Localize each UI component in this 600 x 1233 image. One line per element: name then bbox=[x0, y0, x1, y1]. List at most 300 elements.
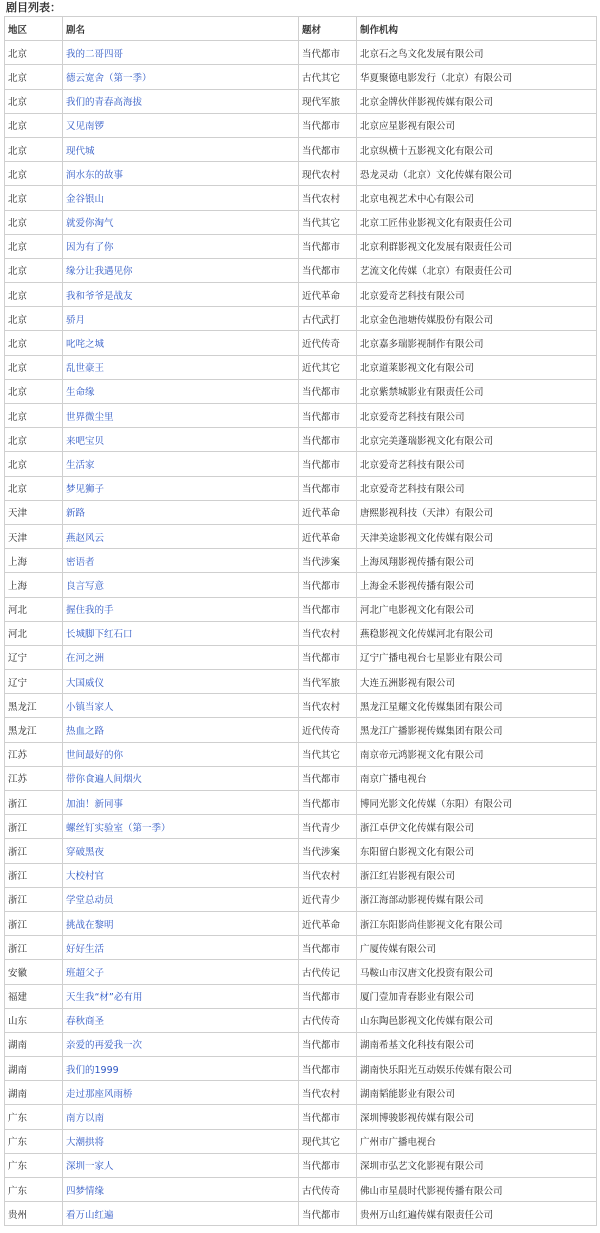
cell-title bbox=[63, 887, 299, 911]
cell-title bbox=[63, 984, 299, 1008]
cell-org: 上海金禾影视传播有限公司 bbox=[357, 573, 597, 597]
cell-title bbox=[63, 65, 299, 89]
cell-title bbox=[63, 645, 299, 669]
cell-region: 黑龙江 bbox=[5, 718, 63, 742]
cell-region: 湖南 bbox=[5, 1057, 63, 1081]
cell-genre: 近代传奇 bbox=[299, 718, 357, 742]
cell-org: 北京嘉多瑞影视制作有限公司 bbox=[357, 331, 597, 355]
table-row bbox=[5, 887, 597, 911]
drama-title-link[interactable]: 骄月 bbox=[66, 314, 86, 326]
cell-title bbox=[63, 839, 299, 863]
cell-org: 北京金牌伙伴影视传媒有限公司 bbox=[357, 89, 597, 113]
cell-genre: 古代其它 bbox=[299, 65, 357, 89]
cell-org: 大连五洲影视有限公司 bbox=[357, 670, 597, 694]
table-row bbox=[5, 1178, 597, 1202]
table-row bbox=[5, 428, 597, 452]
cell-region: 北京 bbox=[5, 65, 63, 89]
cell-org: 北京应星影视有限公司 bbox=[357, 113, 597, 137]
cell-title bbox=[63, 694, 299, 718]
cell-title bbox=[63, 210, 299, 234]
cell-title bbox=[63, 960, 299, 984]
drama-title-link[interactable]: 我们的1999 bbox=[66, 1064, 119, 1076]
drama-title-link[interactable]: 我和爷爷是战友 bbox=[66, 290, 133, 302]
cell-genre: 当代都市 bbox=[299, 41, 357, 65]
cell-region: 北京 bbox=[5, 404, 63, 428]
cell-region: 北京 bbox=[5, 307, 63, 331]
cell-genre: 当代都市 bbox=[299, 1105, 357, 1129]
drama-title-link[interactable]: 我们的青春高海拔 bbox=[66, 97, 143, 109]
cell-region: 北京 bbox=[5, 162, 63, 186]
drama-title-link[interactable]: 大国威仪 bbox=[66, 677, 105, 689]
drama-title-link[interactable]: 我的二哥四哥 bbox=[66, 48, 124, 60]
cell-region: 广东 bbox=[5, 1178, 63, 1202]
cell-title bbox=[63, 113, 299, 137]
cell-org: 博同光影文化传媒（东阳）有限公司 bbox=[357, 791, 597, 815]
cell-title bbox=[63, 283, 299, 307]
drama-title-link[interactable]: 大校村官 bbox=[66, 871, 105, 883]
cell-region: 北京 bbox=[5, 355, 63, 379]
cell-genre: 当代其它 bbox=[299, 742, 357, 766]
cell-title bbox=[63, 791, 299, 815]
cell-org: 浙江卓伊文化传媒有限公司 bbox=[357, 815, 597, 839]
table-row bbox=[5, 960, 597, 984]
cell-title bbox=[63, 379, 299, 403]
cell-org: 北京紫禁城影业有限责任公司 bbox=[357, 379, 597, 403]
cell-genre: 当代都市 bbox=[299, 1032, 357, 1056]
cell-genre: 当代都市 bbox=[299, 476, 357, 500]
cell-org: 北京金色池塘传媒股份有限公司 bbox=[357, 307, 597, 331]
cell-org: 浙江红岩影视有限公司 bbox=[357, 863, 597, 887]
table-row bbox=[5, 258, 597, 282]
cell-genre: 现代军旅 bbox=[299, 89, 357, 113]
cell-org: 湖南希基文化科技有限公司 bbox=[357, 1032, 597, 1056]
cell-org: 北京利群影视文化发展有限责任公司 bbox=[357, 234, 597, 258]
cell-region: 福建 bbox=[5, 984, 63, 1008]
cell-region: 北京 bbox=[5, 113, 63, 137]
cell-title bbox=[63, 162, 299, 186]
cell-genre: 近代革命 bbox=[299, 911, 357, 935]
cell-region: 安徽 bbox=[5, 960, 63, 984]
table-row bbox=[5, 718, 597, 742]
cell-org: 湖南韬能影业有限公司 bbox=[357, 1081, 597, 1105]
cell-org: 深圳市弘艺文化影视有限公司 bbox=[357, 1153, 597, 1177]
cell-genre: 近代其它 bbox=[299, 355, 357, 379]
cell-title bbox=[63, 1008, 299, 1032]
cell-title bbox=[63, 89, 299, 113]
drama-title-link[interactable]: 穿破黑夜 bbox=[66, 846, 105, 858]
cell-genre: 当代都市 bbox=[299, 234, 357, 258]
cell-org: 佛山市星晨时代影视传播有限公司 bbox=[357, 1178, 597, 1202]
cell-title bbox=[63, 186, 299, 210]
table-row bbox=[5, 936, 597, 960]
cell-genre: 当代都市 bbox=[299, 258, 357, 282]
cell-region: 黑龙江 bbox=[5, 694, 63, 718]
drama-title-link[interactable]: 世间最好的你 bbox=[66, 750, 124, 762]
cell-genre: 当代农村 bbox=[299, 1081, 357, 1105]
table-row bbox=[5, 815, 597, 839]
cell-genre: 当代农村 bbox=[299, 863, 357, 887]
cell-genre: 近代革命 bbox=[299, 500, 357, 524]
cell-title bbox=[63, 500, 299, 524]
cell-region: 广东 bbox=[5, 1153, 63, 1177]
drama-title-link[interactable]: 密语者 bbox=[66, 556, 95, 568]
cell-genre: 当代都市 bbox=[299, 137, 357, 161]
cell-region: 山东 bbox=[5, 1008, 63, 1032]
cell-genre: 当代都市 bbox=[299, 597, 357, 621]
table-row bbox=[5, 283, 597, 307]
cell-title bbox=[63, 428, 299, 452]
cell-genre: 当代都市 bbox=[299, 404, 357, 428]
cell-title bbox=[63, 41, 299, 65]
cell-region: 浙江 bbox=[5, 887, 63, 911]
cell-region: 上海 bbox=[5, 573, 63, 597]
cell-org: 浙江海部动影视传媒有限公司 bbox=[357, 887, 597, 911]
cell-genre: 当代青少 bbox=[299, 815, 357, 839]
cell-title bbox=[63, 355, 299, 379]
cell-genre: 当代都市 bbox=[299, 645, 357, 669]
cell-title bbox=[63, 573, 299, 597]
cell-region: 贵州 bbox=[5, 1202, 63, 1226]
cell-genre: 当代涉案 bbox=[299, 549, 357, 573]
table-row bbox=[5, 500, 597, 524]
table-row bbox=[5, 694, 597, 718]
drama-title-link[interactable]: 又见南锣 bbox=[66, 121, 105, 133]
cell-region: 北京 bbox=[5, 186, 63, 210]
cell-region: 天津 bbox=[5, 524, 63, 548]
table-row bbox=[5, 89, 597, 113]
drama-title-link[interactable]: 螺丝钉实验室（第一季） bbox=[66, 822, 171, 834]
table-row bbox=[5, 1105, 597, 1129]
cell-region: 江苏 bbox=[5, 766, 63, 790]
cell-org: 贵州万山红遍传媒有限责任公司 bbox=[357, 1202, 597, 1226]
table-row bbox=[5, 113, 597, 137]
drama-title-link[interactable]: 走过那座风雨桥 bbox=[66, 1088, 133, 1100]
cell-org: 北京爱奇艺科技有限公司 bbox=[357, 452, 597, 476]
cell-title bbox=[63, 1153, 299, 1177]
table-row bbox=[5, 524, 597, 548]
cell-region: 北京 bbox=[5, 258, 63, 282]
table-row bbox=[5, 1202, 597, 1226]
cell-title bbox=[63, 524, 299, 548]
drama-title-link[interactable]: 四梦情缘 bbox=[66, 1185, 105, 1197]
cell-title bbox=[63, 670, 299, 694]
drama-title-link[interactable]: 深圳一家人 bbox=[66, 1161, 114, 1173]
cell-title bbox=[63, 766, 299, 790]
table-row bbox=[5, 621, 597, 645]
drama-title-link[interactable]: 握住我的手 bbox=[66, 605, 114, 617]
cell-genre: 当代都市 bbox=[299, 1057, 357, 1081]
cell-region: 北京 bbox=[5, 210, 63, 234]
table-row bbox=[5, 742, 597, 766]
cell-org: 广州市广播电视台 bbox=[357, 1129, 597, 1153]
cell-region: 北京 bbox=[5, 331, 63, 355]
cell-region: 湖南 bbox=[5, 1081, 63, 1105]
cell-genre: 近代青少 bbox=[299, 887, 357, 911]
table-row bbox=[5, 307, 597, 331]
table-row bbox=[5, 791, 597, 815]
table-row bbox=[5, 65, 597, 89]
drama-title-link[interactable]: 良言写意 bbox=[66, 580, 105, 592]
table-body bbox=[5, 41, 597, 1226]
cell-org: 北京爱奇艺科技有限公司 bbox=[357, 476, 597, 500]
cell-genre: 当代其它 bbox=[299, 210, 357, 234]
page-title: 剧目列表： bbox=[6, 1, 61, 14]
cell-org: 北京道莱影视文化有限公司 bbox=[357, 355, 597, 379]
cell-region: 上海 bbox=[5, 549, 63, 573]
cell-title bbox=[63, 621, 299, 645]
cell-org: 唐熙影视科技（天津）有限公司 bbox=[357, 500, 597, 524]
cell-org: 厦门壹加青春影业有限公司 bbox=[357, 984, 597, 1008]
cell-genre: 近代传奇 bbox=[299, 331, 357, 355]
cell-region: 浙江 bbox=[5, 839, 63, 863]
cell-region: 北京 bbox=[5, 234, 63, 258]
table-row bbox=[5, 984, 597, 1008]
cell-org: 山东陶邑影视文化传媒有限公司 bbox=[357, 1008, 597, 1032]
table-row bbox=[5, 331, 597, 355]
table-row bbox=[5, 670, 597, 694]
cell-org: 东阳留白影视文化有限公司 bbox=[357, 839, 597, 863]
drama-title-link[interactable]: 生活家 bbox=[66, 459, 95, 471]
drama-title-link[interactable]: 看万山红遍 bbox=[66, 1209, 114, 1221]
table-row bbox=[5, 210, 597, 234]
cell-title bbox=[63, 718, 299, 742]
table-row bbox=[5, 476, 597, 500]
cell-region: 广东 bbox=[5, 1129, 63, 1153]
table-row bbox=[5, 1057, 597, 1081]
cell-genre: 现代农村 bbox=[299, 162, 357, 186]
cell-title bbox=[63, 936, 299, 960]
table-row bbox=[5, 137, 597, 161]
cell-org: 黑龙江广播影视传媒集团有限公司 bbox=[357, 718, 597, 742]
drama-title-link[interactable]: 带你食遍人间烟火 bbox=[66, 774, 143, 786]
drama-title-link[interactable]: 小镇当家人 bbox=[66, 701, 114, 713]
drama-title-link[interactable]: 德云宽舍（第一季） bbox=[66, 72, 152, 84]
cell-region: 北京 bbox=[5, 283, 63, 307]
cell-org: 南京帝元鸿影视文化有限公司 bbox=[357, 742, 597, 766]
cell-org: 北京纵横十五影视文化有限公司 bbox=[357, 137, 597, 161]
cell-region: 北京 bbox=[5, 41, 63, 65]
cell-genre: 当代都市 bbox=[299, 1153, 357, 1177]
table-row bbox=[5, 1129, 597, 1153]
table-row bbox=[5, 379, 597, 403]
header-region: 地区 bbox=[5, 17, 63, 41]
table-row bbox=[5, 186, 597, 210]
cell-region: 北京 bbox=[5, 137, 63, 161]
drama-title-link[interactable]: 好好生活 bbox=[66, 943, 105, 955]
cell-region: 浙江 bbox=[5, 936, 63, 960]
table-row bbox=[5, 452, 597, 476]
cell-region: 北京 bbox=[5, 476, 63, 500]
header-org: 制作机构 bbox=[357, 17, 597, 41]
cell-org: 湖南快乐阳光互动娱乐传媒有限公司 bbox=[357, 1057, 597, 1081]
cell-org: 燕稳影视文化传媒河北有限公司 bbox=[357, 621, 597, 645]
drama-title-link[interactable]: 乱世豪王 bbox=[66, 363, 105, 375]
cell-org: 天津美途影视文化传媒有限公司 bbox=[357, 524, 597, 548]
cell-region: 浙江 bbox=[5, 863, 63, 887]
cell-org: 深圳博骏影视传媒有限公司 bbox=[357, 1105, 597, 1129]
cell-region: 北京 bbox=[5, 428, 63, 452]
drama-title-link[interactable]: 加油！新同事 bbox=[66, 798, 124, 810]
cell-genre: 古代传奇 bbox=[299, 1178, 357, 1202]
cell-genre: 当代农村 bbox=[299, 186, 357, 210]
cell-title bbox=[63, 452, 299, 476]
cell-title bbox=[63, 476, 299, 500]
cell-title bbox=[63, 1129, 299, 1153]
cell-genre: 当代都市 bbox=[299, 379, 357, 403]
drama-title-link[interactable]: 燕赵风云 bbox=[66, 532, 105, 544]
cell-genre: 当代都市 bbox=[299, 452, 357, 476]
cell-genre: 近代革命 bbox=[299, 524, 357, 548]
cell-title bbox=[63, 331, 299, 355]
table-row bbox=[5, 597, 597, 621]
drama-title-link[interactable]: 金谷银山 bbox=[66, 193, 105, 205]
drama-title-link[interactable]: 亲爱的再爱我一次 bbox=[66, 1040, 143, 1052]
cell-region: 天津 bbox=[5, 500, 63, 524]
cell-org: 北京电视艺术中心有限公司 bbox=[357, 186, 597, 210]
cell-region: 辽宁 bbox=[5, 670, 63, 694]
table-row bbox=[5, 234, 597, 258]
cell-genre: 当代都市 bbox=[299, 428, 357, 452]
cell-title bbox=[63, 1057, 299, 1081]
cell-region: 浙江 bbox=[5, 791, 63, 815]
cell-org: 北京爱奇艺科技有限公司 bbox=[357, 404, 597, 428]
drama-title-link[interactable]: 在河之洲 bbox=[66, 653, 105, 665]
table-row bbox=[5, 573, 597, 597]
cell-title bbox=[63, 258, 299, 282]
table-row bbox=[5, 355, 597, 379]
drama-title-link[interactable]: 叱咤之城 bbox=[66, 339, 105, 351]
cell-title bbox=[63, 404, 299, 428]
cell-genre: 当代都市 bbox=[299, 573, 357, 597]
drama-title-link[interactable]: 班超父子 bbox=[66, 967, 105, 979]
cell-org: 恐龙灵动（北京）文化传媒有限公司 bbox=[357, 162, 597, 186]
drama-title-link[interactable]: 世界微尘里 bbox=[66, 411, 114, 423]
cell-title bbox=[63, 597, 299, 621]
table-row bbox=[5, 1081, 597, 1105]
cell-org: 北京爱奇艺科技有限公司 bbox=[357, 283, 597, 307]
cell-title bbox=[63, 911, 299, 935]
cell-org: 北京完美蓬瑞影视文化有限公司 bbox=[357, 428, 597, 452]
cell-title bbox=[63, 1105, 299, 1129]
drama-title-link[interactable]: 缘分让我遇见你 bbox=[66, 266, 133, 278]
cell-region: 浙江 bbox=[5, 815, 63, 839]
cell-org: 艺流文化传媒（北京）有限责任公司 bbox=[357, 258, 597, 282]
cell-genre: 当代涉案 bbox=[299, 839, 357, 863]
table-row bbox=[5, 766, 597, 790]
cell-genre: 现代其它 bbox=[299, 1129, 357, 1153]
cell-genre: 当代都市 bbox=[299, 984, 357, 1008]
drama-title-link[interactable]: 天生我“材”必有用 bbox=[66, 992, 143, 1004]
cell-genre: 当代都市 bbox=[299, 1202, 357, 1226]
cell-org: 华夏聚德电影发行（北京）有限公司 bbox=[357, 65, 597, 89]
drama-title-link[interactable]: 大潮拱将 bbox=[66, 1137, 105, 1149]
drama-title-link[interactable]: 梦见狮子 bbox=[66, 484, 105, 496]
drama-title-link[interactable]: 现代城 bbox=[66, 145, 95, 157]
drama-title-link[interactable]: 因为有了你 bbox=[66, 242, 114, 254]
cell-title bbox=[63, 307, 299, 331]
cell-org: 马鞍山市汉唐文化投资有限公司 bbox=[357, 960, 597, 984]
header-title: 剧名 bbox=[63, 17, 299, 41]
cell-title bbox=[63, 863, 299, 887]
cell-org: 浙江东阳影尚佳影视文化有限公司 bbox=[357, 911, 597, 935]
cell-region: 河北 bbox=[5, 597, 63, 621]
table-header-row bbox=[5, 17, 597, 41]
cell-genre: 古代传记 bbox=[299, 960, 357, 984]
drama-title-link[interactable]: 来吧宝贝 bbox=[66, 435, 105, 447]
cell-region: 北京 bbox=[5, 379, 63, 403]
cell-genre: 当代都市 bbox=[299, 766, 357, 790]
cell-title bbox=[63, 234, 299, 258]
cell-region: 北京 bbox=[5, 89, 63, 113]
cell-region: 浙江 bbox=[5, 911, 63, 935]
cell-genre: 古代传奇 bbox=[299, 1008, 357, 1032]
cell-region: 江苏 bbox=[5, 742, 63, 766]
cell-org: 北京石之鸟文化发展有限公司 bbox=[357, 41, 597, 65]
cell-title bbox=[63, 549, 299, 573]
cell-region: 河北 bbox=[5, 621, 63, 645]
drama-title-link[interactable]: 长城脚下红石口 bbox=[66, 629, 133, 641]
table-row bbox=[5, 549, 597, 573]
cell-title bbox=[63, 137, 299, 161]
cell-title bbox=[63, 742, 299, 766]
table-row bbox=[5, 1008, 597, 1032]
cell-region: 广东 bbox=[5, 1105, 63, 1129]
cell-title bbox=[63, 1081, 299, 1105]
cell-org: 黑龙江星耀文化传媒集团有限公司 bbox=[357, 694, 597, 718]
table-row bbox=[5, 645, 597, 669]
cell-org: 南京广播电视台 bbox=[357, 766, 597, 790]
drama-title-link[interactable]: 挑战在黎明 bbox=[66, 919, 114, 931]
drama-title-link[interactable]: 热血之路 bbox=[66, 726, 105, 738]
header-genre: 题材 bbox=[299, 17, 357, 41]
table-row bbox=[5, 404, 597, 428]
drama-title-link[interactable]: 就爱你淘气 bbox=[66, 218, 114, 230]
drama-title-link[interactable]: 南方以南 bbox=[66, 1113, 105, 1125]
cell-org: 广厦传媒有限公司 bbox=[357, 936, 597, 960]
table-row bbox=[5, 1032, 597, 1056]
cell-genre: 当代农村 bbox=[299, 621, 357, 645]
cell-genre: 古代武打 bbox=[299, 307, 357, 331]
table-row bbox=[5, 863, 597, 887]
cell-title bbox=[63, 1032, 299, 1056]
cell-org: 辽宁广播电视台七星影业有限公司 bbox=[357, 645, 597, 669]
table-row bbox=[5, 41, 597, 65]
cell-title bbox=[63, 1202, 299, 1226]
drama-table bbox=[4, 16, 597, 1226]
cell-org: 上海凤翔影视传播有限公司 bbox=[357, 549, 597, 573]
cell-genre: 当代都市 bbox=[299, 791, 357, 815]
table-row bbox=[5, 1153, 597, 1177]
drama-title-link[interactable]: 新路 bbox=[66, 508, 86, 520]
drama-title-link[interactable]: 学堂总动员 bbox=[66, 895, 114, 907]
table-row bbox=[5, 911, 597, 935]
cell-genre: 当代农村 bbox=[299, 694, 357, 718]
cell-region: 北京 bbox=[5, 452, 63, 476]
cell-genre: 当代都市 bbox=[299, 113, 357, 137]
cell-genre: 当代都市 bbox=[299, 936, 357, 960]
cell-genre: 近代革命 bbox=[299, 283, 357, 307]
cell-org: 河北广电影视文化有限公司 bbox=[357, 597, 597, 621]
drama-title-link[interactable]: 生命缘 bbox=[66, 387, 95, 399]
cell-title bbox=[63, 1178, 299, 1202]
cell-org: 北京工匠伟业影视文化有限责任公司 bbox=[357, 210, 597, 234]
cell-title bbox=[63, 815, 299, 839]
table-row bbox=[5, 839, 597, 863]
drama-title-link[interactable]: 春秋商圣 bbox=[66, 1016, 105, 1028]
cell-genre: 当代军旅 bbox=[299, 670, 357, 694]
drama-title-link[interactable]: 润水东的故事 bbox=[66, 169, 124, 181]
cell-region: 湖南 bbox=[5, 1032, 63, 1056]
